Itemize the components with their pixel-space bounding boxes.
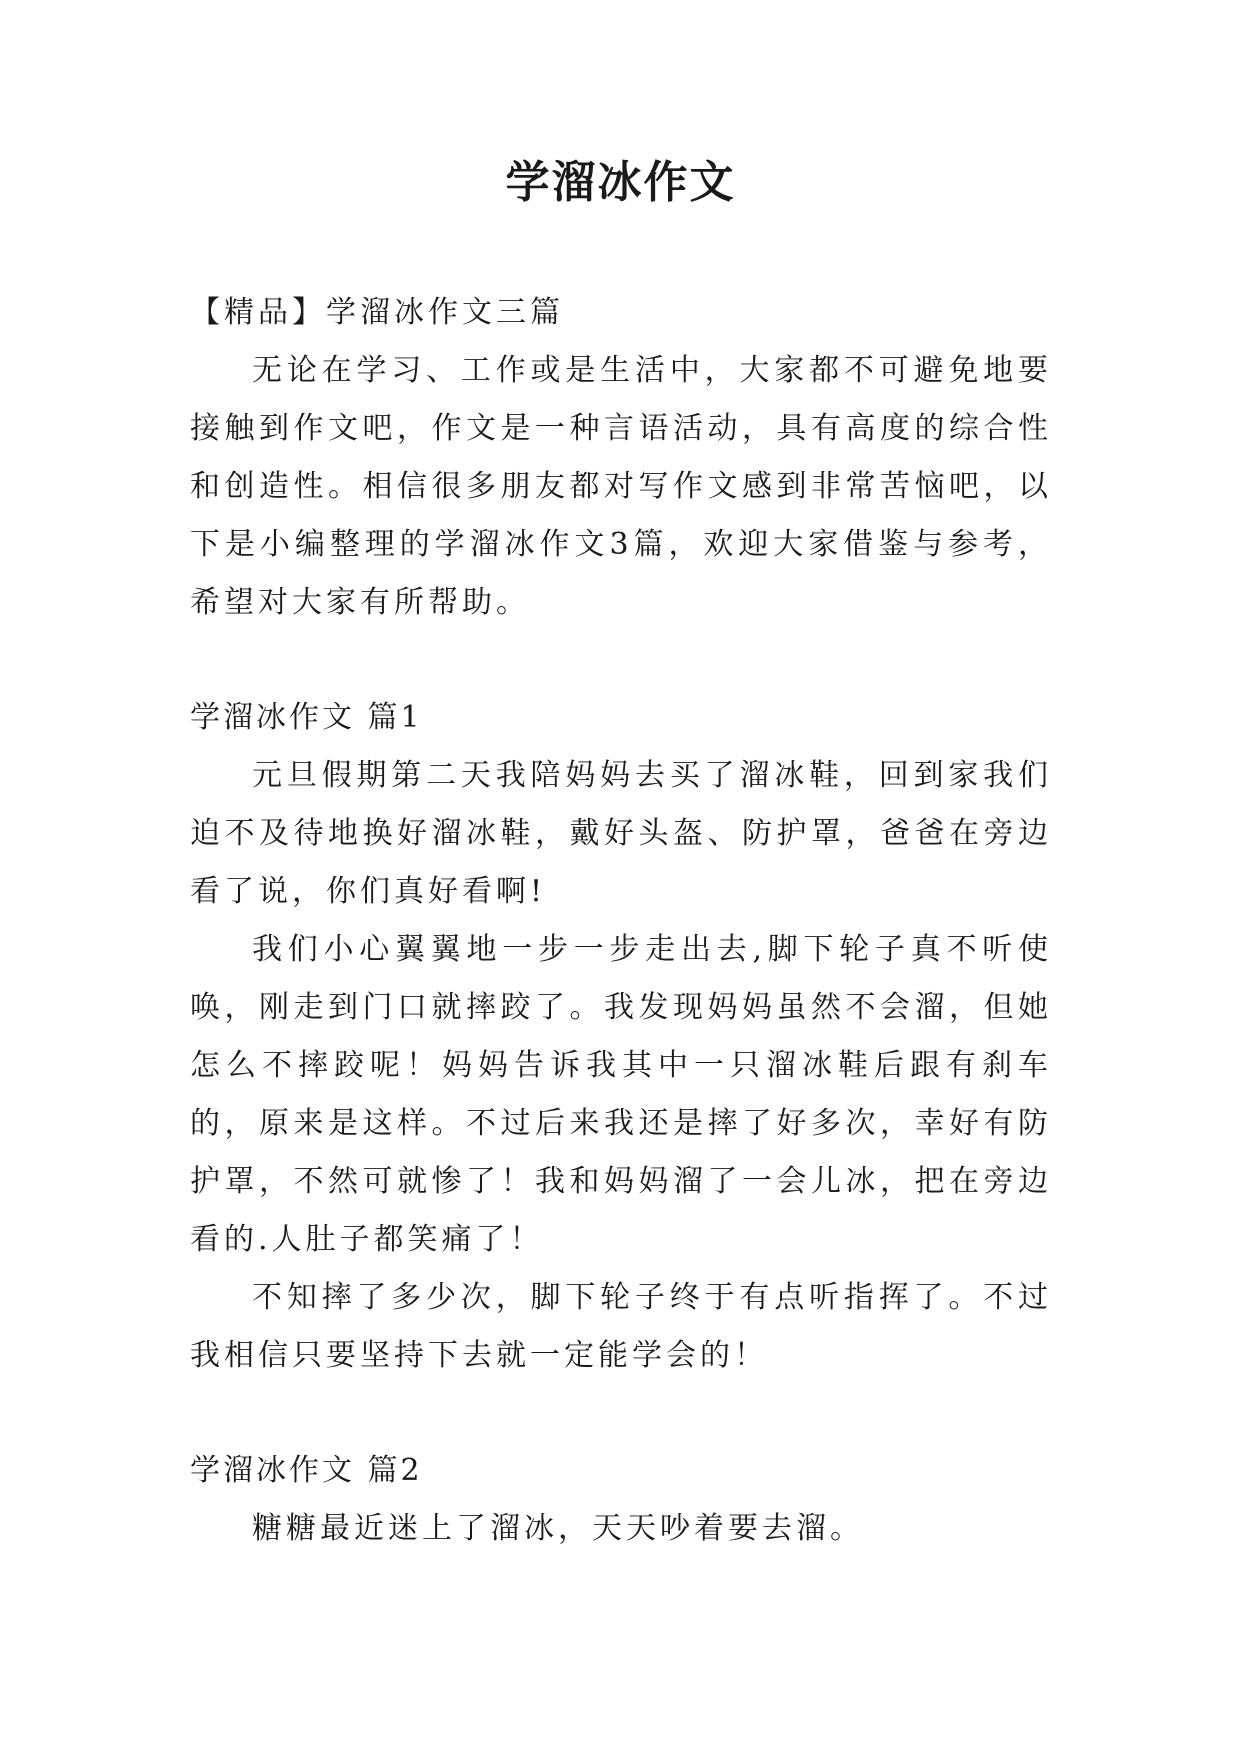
section-2-paragraph-1: 糖糖最近迷上了溜冰，天天吵着要去溜。: [252, 1511, 864, 1546]
document-subtitle: 【精品】学溜冰作文三篇: [190, 295, 564, 330]
section-spacer: [190, 632, 1052, 689]
section-1-paragraph-3: 不知摔了多少次，脚下轮子终于有点听指挥了。不过我相信只要坚持下去就一定能学会的！: [190, 1280, 1052, 1373]
section-spacer: [190, 1385, 1052, 1442]
section-heading-1: 学溜冰作文 篇1: [190, 700, 423, 735]
section-1-paragraph-2: 我们小心翼翼地一步一步走出去,脚下轮子真不听使唤，刚走到门口就摔跤了。我发现妈妈虽然不会溜，但她怎么不摔跤呢！妈妈告诉我其中一只溜冰鞋后跟有刹车的，原来是这样。不过后来我还是摔了好多次，幸好有防护罩，不然可就惨了！我和妈妈溜了一会儿冰，把在旁边看的.人肚子都笑痛了！: [190, 932, 1052, 1257]
document-body: [190, 284, 1052, 1558]
section-heading-2: 学溜冰作文 篇2: [190, 1453, 423, 1488]
intro-paragraph: 无论在学习、工作或是生活中，大家都不可避免地要接触到作文吧，作文是一种言语活动，具有高度的综合性和创造性。相信很多朋友都对写作文感到非常苦恼吧，以下是小编整理的学溜冰作文3篇，欢迎大家借鉴与参考，希望对大家有所帮助。: [190, 353, 1052, 620]
section-1-paragraph-1: 元旦假期第二天我陪妈妈去买了溜冰鞋，回到家我们迫不及待地换好溜冰鞋，戴好头盔、防护罩，爸爸在旁边看了说，你们真好看啊!: [190, 758, 1052, 909]
document-title: 学溜冰作文: [505, 157, 736, 208]
